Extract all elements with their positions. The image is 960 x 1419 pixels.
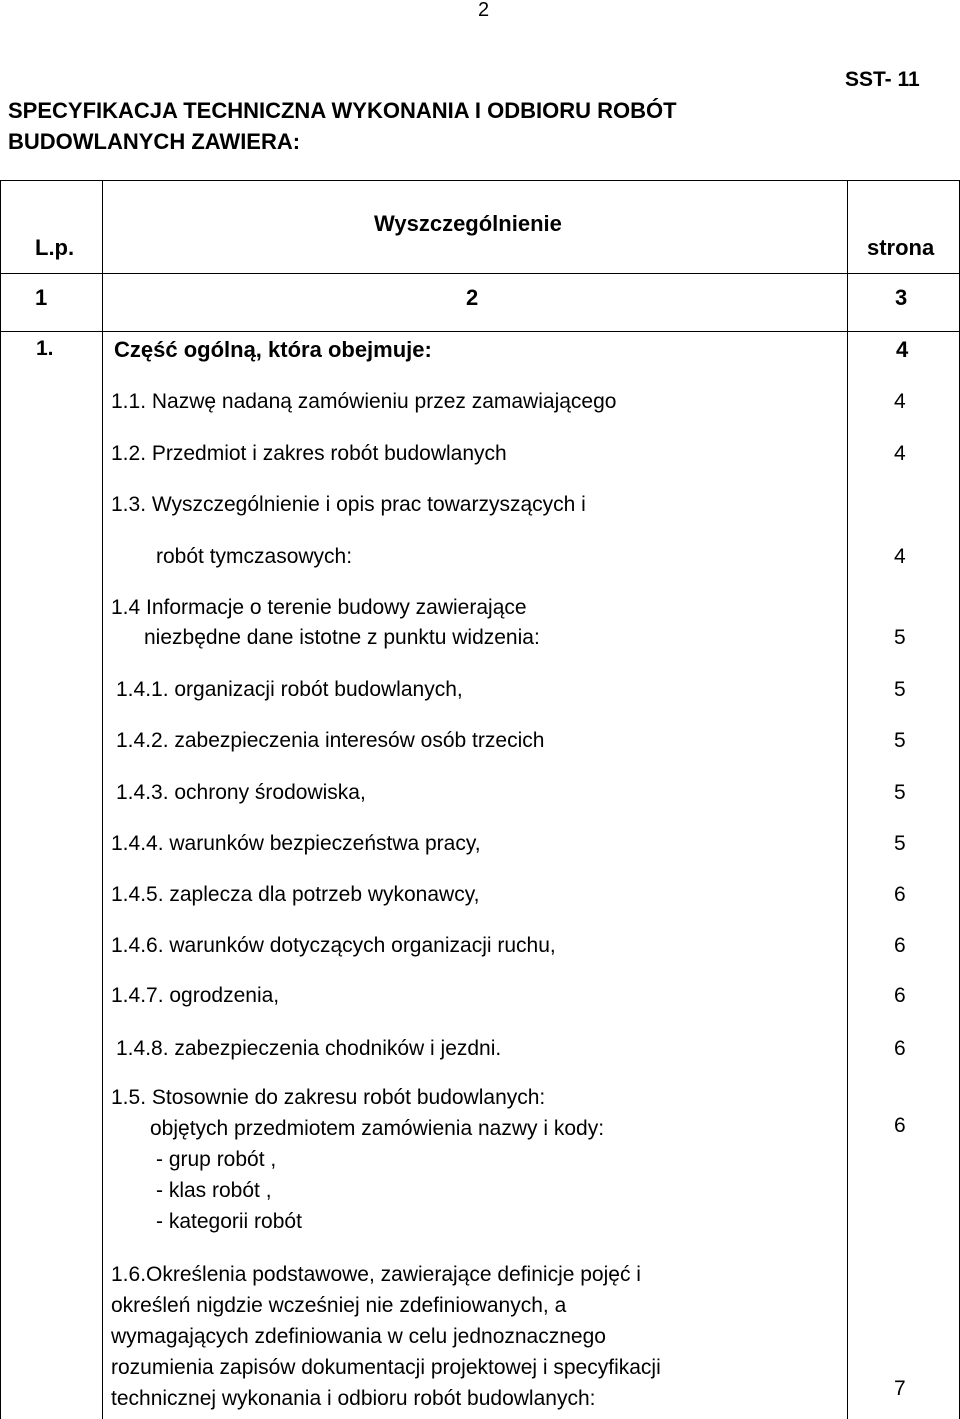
item-line: - kategorii robót [156, 1210, 302, 1233]
page-number: 2 [478, 0, 490, 21]
col-number-3: 3 [895, 285, 908, 310]
col-number-divider [1, 331, 959, 332]
list-item-page: 5 [894, 729, 906, 752]
list-item-page: 7 [894, 1377, 906, 1400]
list-item-page: 6 [894, 1114, 906, 1137]
header-lp: L.p. [35, 235, 75, 260]
list-item-page: 4 [894, 442, 906, 465]
list-item: 1.4.7. ogrodzenia, [111, 984, 280, 1007]
list-item: 1.4 Informacje o terenie budowy zawierające [111, 596, 527, 619]
item-line: 1.5. Stosownie do zakresu robót budowlanych: [111, 1086, 546, 1109]
item-line: objętych przedmiotem zamówienia nazwy i kody: [150, 1117, 605, 1140]
title-line-2: BUDOWLANYCH ZAWIERA: [8, 129, 301, 154]
item-line: - klas robót , [156, 1179, 272, 1202]
item-line: określeń nigdzie wcześniej nie zdefiniowanych, a [111, 1294, 567, 1317]
header-description: Wyszczególnienie [374, 211, 562, 236]
item-line: - grup robót , [156, 1148, 277, 1171]
column-divider-2 [847, 181, 848, 1419]
list-item: 1.4.5. zaplecza dla potrzeb wykonawcy, [111, 883, 480, 906]
list-item-page: 6 [894, 984, 906, 1007]
list-item-page: 5 [894, 626, 906, 649]
section-lp: 1. [36, 337, 54, 360]
list-item-page: 6 [894, 1037, 906, 1060]
list-item-definitions [111, 1259, 661, 1414]
col-number-2: 2 [466, 285, 479, 310]
list-item-page: 6 [894, 934, 906, 957]
list-item-page: 5 [894, 832, 906, 855]
list-item-page: 4 [894, 390, 906, 413]
list-item-page: 4 [894, 545, 906, 568]
header-divider [1, 273, 959, 274]
list-item: niezbędne dane istotne z punktu widzenia: [144, 626, 540, 649]
list-item: 1.3. Wyszczególnienie i opis prac towarzyszących i [111, 493, 586, 516]
section-label: Część ogólną, która obejmuje: [114, 337, 432, 362]
list-item: 1.4.2. zabezpieczenia interesów osób trzecich [116, 729, 545, 752]
title-line-1: SPECYFIKACJA TECHNICZNA WYKONANIA I ODBIORU ROBÓT [8, 98, 677, 123]
section-page: 4 [896, 337, 909, 362]
list-item: 1.4.1. organizacji robót budowlanych, [116, 678, 463, 701]
list-item: 1.2. Przedmiot i zakres robót budowlanych [111, 442, 507, 465]
list-item: 1.4.4. warunków bezpieczeństwa pracy, [111, 832, 481, 855]
item-line: 1.6.Określenia podstawowe, zawierające definicje pojęć i [111, 1263, 641, 1286]
list-item-page: 6 [894, 883, 906, 906]
item-line: rozumienia zapisów dokumentacji projektowej i specyfikacji [111, 1356, 661, 1379]
column-divider-1 [102, 181, 103, 1419]
list-item-scope-codes [111, 1082, 604, 1237]
list-item-page: 5 [894, 678, 906, 701]
list-item: 1.1. Nazwę nadaną zamówieniu przez zamawiającego [111, 390, 617, 413]
list-item-page: 5 [894, 781, 906, 804]
item-line: wymagających zdefiniowania w celu jednoznacznego [111, 1325, 606, 1348]
list-item: robót tymczasowych: [156, 545, 353, 568]
list-item: 1.4.3. ochrony środowiska, [116, 781, 366, 804]
list-item: 1.4.6. warunków dotyczących organizacji ruchu, [111, 934, 556, 957]
contents-table [0, 180, 960, 1419]
item-line: technicznej wykonania i odbioru robót budowlanych: [111, 1387, 596, 1410]
col-number-1: 1 [35, 285, 48, 310]
document-code: SST- 11 [845, 68, 920, 91]
document-title [8, 95, 768, 157]
list-item: 1.4.8. zabezpieczenia chodników i jezdni. [116, 1037, 502, 1060]
header-page: strona [867, 235, 935, 260]
